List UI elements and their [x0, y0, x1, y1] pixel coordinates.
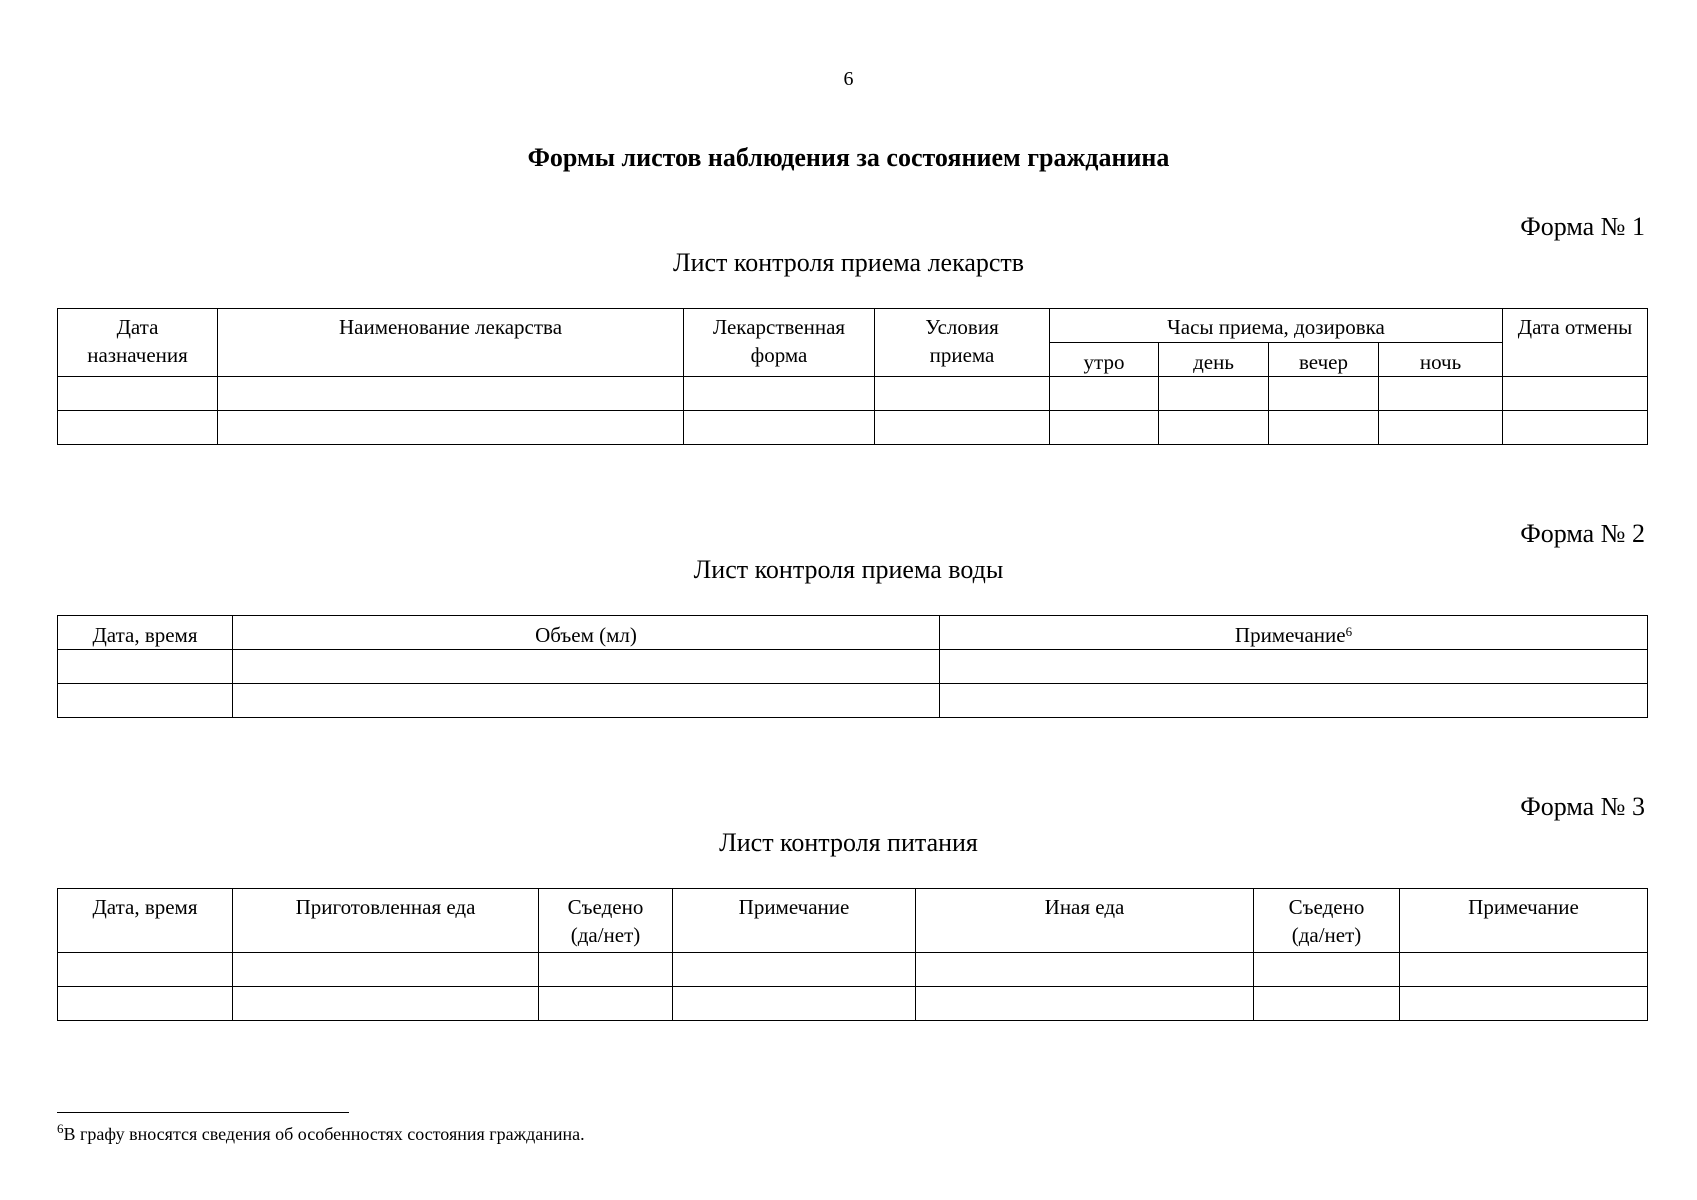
table-row	[58, 953, 1648, 987]
footnote-ref: 6	[1345, 623, 1353, 639]
header-hour-morning: утро	[1050, 343, 1159, 377]
header-note: Примечание	[673, 889, 916, 953]
document-title: Формы листов наблюдения за состоянием гражданина	[527, 143, 1170, 172]
table-cell[interactable]	[940, 650, 1648, 684]
table-cell[interactable]	[673, 987, 916, 1021]
table-cell[interactable]	[1159, 377, 1269, 411]
footnote-text: В графу вносятся сведения об особенностях состояния гражданина.	[63, 1124, 585, 1144]
header-eaten: Съедено (да/нет)	[539, 889, 673, 953]
table-row	[58, 650, 1648, 684]
table-cell[interactable]	[58, 411, 218, 445]
table-cell[interactable]	[1050, 377, 1159, 411]
table-row	[58, 987, 1648, 1021]
table-cell[interactable]	[58, 377, 218, 411]
table-cell[interactable]	[233, 650, 940, 684]
medication-control-table	[57, 308, 1648, 445]
table-cell[interactable]	[1254, 987, 1400, 1021]
form-2-title: Лист контроля приема воды	[693, 555, 1004, 584]
header-conditions: Условия приема	[875, 309, 1050, 377]
footnote	[57, 1121, 585, 1145]
table-cell[interactable]	[875, 377, 1050, 411]
table-cell[interactable]	[233, 953, 539, 987]
form-1-number: Форма № 1	[1520, 212, 1645, 241]
header-drug-form: Лекарственная форма	[684, 309, 875, 377]
table-cell[interactable]	[58, 684, 233, 718]
footnote-marker: 6	[57, 1121, 64, 1136]
table-cell[interactable]	[1050, 411, 1159, 445]
table-cell[interactable]	[233, 987, 539, 1021]
table-cell[interactable]	[684, 377, 875, 411]
header-datetime: Дата, время	[58, 616, 233, 650]
header-other-food: Иная еда	[916, 889, 1254, 953]
header-note-other: Примечание	[1400, 889, 1648, 953]
table-cell[interactable]	[1269, 377, 1379, 411]
table-cell[interactable]	[1379, 377, 1503, 411]
header-hour-night: ночь	[1379, 343, 1503, 377]
table-cell[interactable]	[233, 684, 940, 718]
table-row	[58, 684, 1648, 718]
header-drug-name: Наименование лекарства	[218, 309, 684, 377]
form-2-number: Форма № 2	[1520, 519, 1645, 548]
header-datetime: Дата, время	[58, 889, 233, 953]
header-note: Примечание$^6$	[940, 616, 1648, 650]
table-cell[interactable]	[218, 411, 684, 445]
table-cell[interactable]	[916, 987, 1254, 1021]
table-cell[interactable]	[1400, 953, 1648, 987]
water-control-table	[57, 615, 1648, 718]
header-date-assigned: Дата назначения	[58, 309, 218, 377]
form-1-title: Лист контроля приема лекарств	[672, 248, 1025, 277]
table-cell[interactable]	[1400, 987, 1648, 1021]
table-cell[interactable]	[1503, 377, 1648, 411]
table-cell[interactable]	[539, 987, 673, 1021]
table-cell[interactable]	[1379, 411, 1503, 445]
table-cell[interactable]	[916, 953, 1254, 987]
table-cell[interactable]	[58, 953, 233, 987]
table-cell[interactable]	[58, 650, 233, 684]
form-3-number: Форма № 3	[1520, 792, 1645, 821]
table-cell[interactable]	[1254, 953, 1400, 987]
header-hour-day: день	[1159, 343, 1269, 377]
table-cell[interactable]	[684, 411, 875, 445]
table-cell[interactable]	[218, 377, 684, 411]
table-cell[interactable]	[58, 987, 233, 1021]
table-cell[interactable]	[539, 953, 673, 987]
table-cell[interactable]	[940, 684, 1648, 718]
table-cell[interactable]	[875, 411, 1050, 445]
table-cell[interactable]	[1269, 411, 1379, 445]
table-cell[interactable]	[1503, 411, 1648, 445]
header-hours-group: Часы приема, дозировка	[1050, 309, 1503, 343]
footnote-separator	[57, 1112, 349, 1113]
table-cell[interactable]	[673, 953, 916, 987]
table-row	[58, 377, 1648, 411]
nutrition-control-table	[57, 888, 1648, 1021]
header-cooked-food: Приготовленная еда	[233, 889, 539, 953]
header-volume: Объем (мл)	[233, 616, 940, 650]
form-3-title: Лист контроля питания	[719, 828, 978, 857]
table-cell[interactable]	[1159, 411, 1269, 445]
header-hour-evening: вечер	[1269, 343, 1379, 377]
page-number: 6	[843, 68, 854, 90]
header-eaten-other: Съедено (да/нет)	[1254, 889, 1400, 953]
header-cancel-date: Дата отмены	[1503, 309, 1648, 377]
table-row	[58, 411, 1648, 445]
